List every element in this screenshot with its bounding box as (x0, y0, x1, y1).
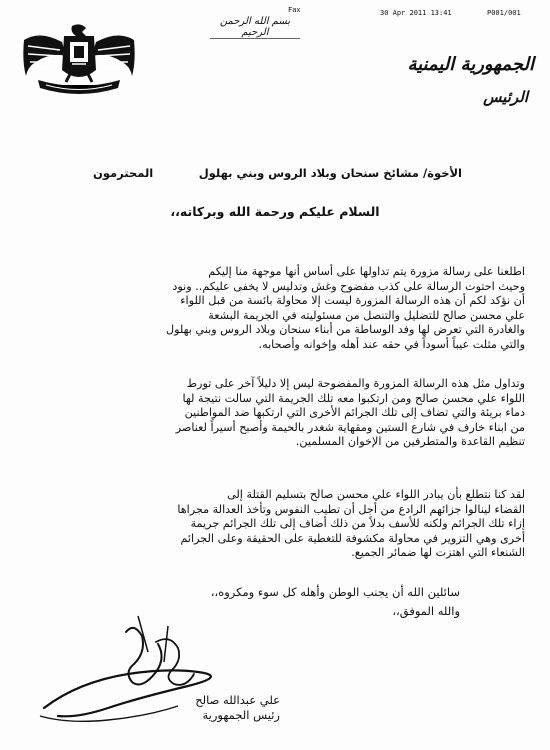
fax-datetime: 30 Apr 2011 13:41 (380, 9, 452, 17)
paragraph-line: أن نؤكد لكم أن هذه الرسالة المزورة ليست إلا محاولة بائسة من قبل اللواء (180, 294, 525, 307)
paragraph-line: اطلعنا على رسالة مزورة يتم تداولها على أساس أنها موجهة منا إليكم (208, 265, 525, 278)
letter-paragraph-2 (75, 377, 525, 450)
letterhead-office: الرئيس (483, 88, 528, 106)
paragraph-line: لقد كنا نتطلع بأن يبادر اللواء علي محسن صالح بتسليم القتلة إلى (227, 488, 525, 501)
letter-addressee: الأخوة/ مشائخ سنحان وبلاد الروس وبني بهلول (198, 166, 462, 180)
paragraph-line: وحيث احتوت الرسالة على كذب مفضوح وغش وتدليس لا يخفى عليكم.. ونود (172, 279, 525, 293)
letter-greeting: السلام عليكم ورحمة الله وبركاته،، (170, 204, 380, 219)
paragraph-line: القضاء لينالوا جزائهم الرادع من أجل أن تطيب النفوس وتأخذ العدالة مجراها (177, 502, 525, 516)
basmala: بسم الله الرحمن الرحيم (210, 16, 300, 39)
paragraph-line: والتي مثلت عيباً أسوداً في حقه عند أهله وإخوانه وأصحابه. (258, 337, 525, 351)
paragraph-line: علي محسن صالح للتضليل والتنصل من مسئوليته في الجريمة البشعة (208, 308, 525, 322)
eagle-emblem-icon (20, 22, 138, 102)
paragraph-line: وتداول مثل هذه الرسالة المزورة والمفضوحة ليس إلا دليلاً آخر على تورط (186, 377, 525, 390)
letter-closing-line: سائلين الله أن يجنب الوطن وأهله كل سوء ومكروه،، (210, 585, 460, 599)
letter-honorific: المحترمون (93, 166, 154, 180)
letter-paragraph-1 (75, 265, 525, 352)
signatory-block (150, 693, 280, 723)
paragraph-line: إزاء تلك الجرائم ولكنه للأسف بدلاً من ذلك أضاف إلى تلك الجرائم جريمة (190, 517, 525, 530)
paragraph-line: اللواء علي محسن صالح ومن ارتكبوا معه تلك الجريمة التي سالت نتيجة لها (182, 391, 525, 405)
fax-label: Fax (288, 6, 301, 14)
letter-closing-prayer: والله الموفق،، (392, 604, 460, 618)
paragraph-line: والغادرة التي تعرض لها وفد الوساطة من أبناء سنحان وبلاد الروس وبني بهلول (165, 323, 525, 336)
fax-page-number: P001/001 (487, 9, 521, 17)
signatory-title: رئيس الجمهورية (202, 708, 280, 722)
paragraph-line: تنظيم القاعدة والمتطرفين من الإخوان المسلمين. (295, 435, 525, 448)
paragraph-line: من ابناء خارف في شارع الستين ومقهاية شغدر بالحيمة وأصبح أسيراً لعناصر (175, 420, 525, 434)
paragraph-line: دماء بريئة والتي تضاف إلى تلك الجرائم الأخرى التي ارتكبها ضد المواطنين (184, 406, 525, 419)
signatory-name: علي عبدالله صالح (195, 693, 280, 707)
paragraph-line: الشنعاء التي اهتزت لها ضمائر الجميع. (351, 546, 525, 559)
paragraph-line: أخرى وهي التزوير في محاولة مكشوفة للتغطية على الحقيقة وعلى الجرائم (180, 531, 525, 545)
letter-paragraph-3 (75, 488, 525, 561)
letterhead-country: الجمهورية اليمنية (407, 54, 534, 75)
